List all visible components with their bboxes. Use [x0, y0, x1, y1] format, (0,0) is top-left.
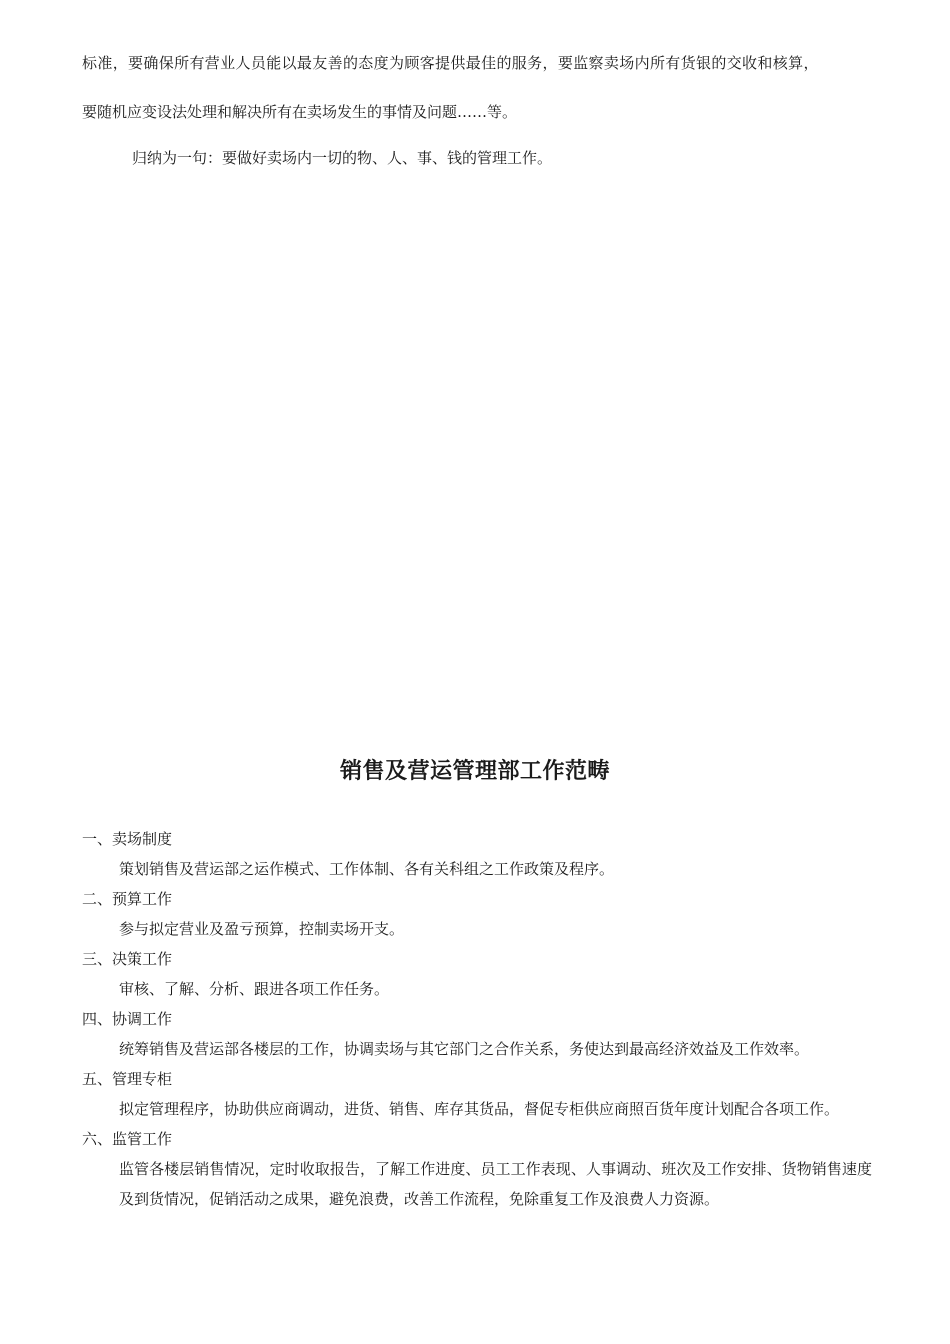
intro-paragraph-line-2: 要随机应变设法处理和解决所有在卖场发生的事情及问题……等。 [82, 103, 518, 121]
section-list [82, 824, 872, 1214]
section-body: 参与拟定营业及盈亏预算，控制卖场开支。 [119, 920, 405, 938]
section-heading: 五、管理专柜 [82, 1070, 173, 1088]
section-body: 监管各楼层销售情况，定时收取报告，了解工作进度、员工工作表现、人事调动、班次及工作安排、货物销售速度及到货情况，促销活动之成果，避免浪费，改善工作流程，免除重复工作及浪费人力资源。 [119, 1160, 872, 1208]
section-heading: 一、卖场制度 [82, 830, 173, 848]
section-body: 统筹销售及营运部各楼层的工作，协调卖场与其它部门之合作关系，务使达到最高经济效益及工作效率。 [119, 1040, 810, 1058]
section-budget [82, 884, 872, 944]
section-store-rules [82, 824, 872, 884]
document-title: 销售及营运管理部工作范畴 [339, 759, 610, 784]
section-coordination [82, 1004, 872, 1064]
section-counter-management [82, 1064, 872, 1124]
section-heading: 四、协调工作 [82, 1010, 173, 1028]
section-heading: 二、预算工作 [82, 890, 173, 908]
section-body: 拟定管理程序，协助供应商调动，进货、销售、库存其货品，督促专柜供应商照百货年度计划配合各项工作。 [119, 1100, 840, 1118]
section-decision [82, 944, 872, 1004]
section-body: 策划销售及营运部之运作模式、工作体制、各有关科组之工作政策及程序。 [119, 860, 615, 878]
intro-paragraph-line-1: 标准，要确保所有营业人员能以最友善的态度为顾客提供最佳的服务，要监察卖场内所有货银的交收和核算， [82, 54, 819, 72]
section-heading: 六、监管工作 [82, 1130, 173, 1148]
section-body: 审核、了解、分析、跟进各项工作任务。 [119, 980, 390, 998]
section-supervision [82, 1124, 872, 1214]
section-heading: 三、决策工作 [82, 950, 173, 968]
summary-sentence: 归纳为一句：要做好卖场内一切的物、人、事、钱的管理工作。 [132, 149, 553, 167]
